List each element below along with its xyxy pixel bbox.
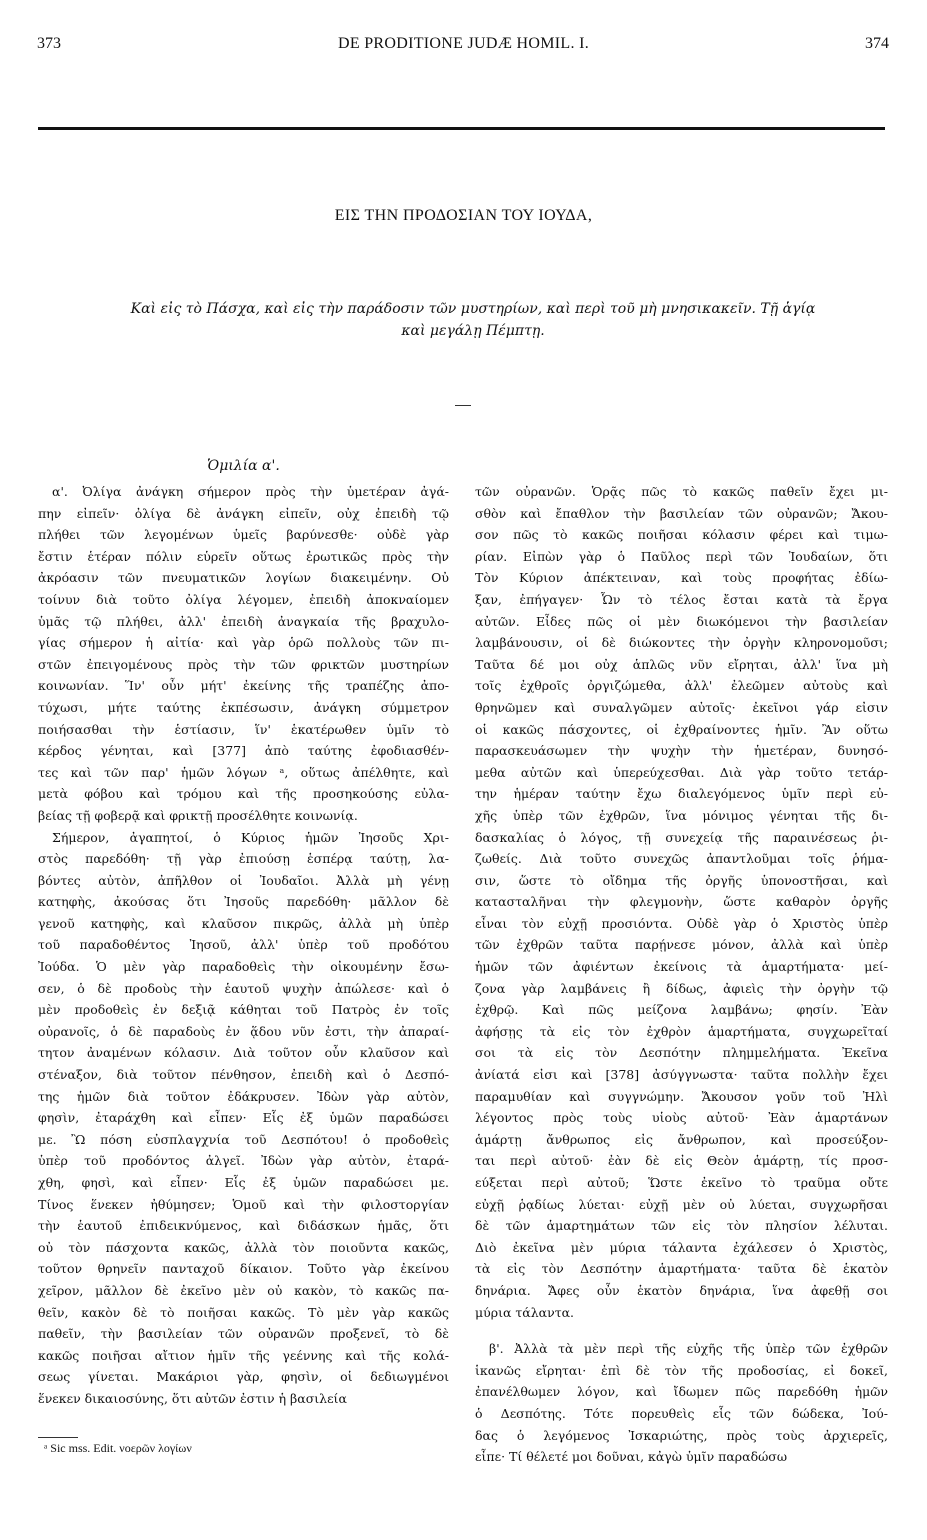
text-line: ἐπανέλθωμεν λόγον, καὶ ἴδωμεν πῶς παρεδόθη ἡμῶν (475, 1384, 888, 1400)
footnote: ᵃ Sic mss. Edit. νοερῶν λογίων (44, 1441, 192, 1455)
text-line: β'. Ἀλλὰ τὰ μὲν περὶ τῆς εὐχῆς τῆς ὑπὲρ τῶν ἐχθρῶν (489, 1341, 888, 1357)
text-line: Ἰούδα. Ὁ μὲν γὰρ παραδοθεὶς τὴν οἰκουμένην ἔσω- (38, 959, 449, 975)
text-line: ξαν, ἐπήγαγεν· Ὧν τὸ τέλος ἔσται κατὰ τὰ ἔργα (475, 591, 888, 607)
text-line: εύξεται περὶ αὐτοῦ; Ὥστε ἐκεῖνο τὸ τραῦμα οὔτε (475, 1175, 888, 1190)
text-line: εὐχῇ ῥᾳδίως λύεται· εὐχῇ μὲν οὐ λύεται, συγχωρῆσαι (475, 1196, 888, 1212)
text-line: εἶναι τὸν εὐχῇ προσιόντα. Οὐδὲ γὰρ ὁ Χριστὸς ὑπὲρ (475, 915, 888, 931)
text-line: ρίαν. Εἰπὼν γὰρ ὁ Παῦλος περὶ τῶν Ἰουδαίων, ὅτι (475, 548, 888, 564)
text-line: μεθα αὐτῶν καὶ ὑπερεύχεσθαι. Διὰ γὰρ τοῦτο τετάρ- (475, 764, 888, 780)
text-line: πην εἰπεῖν· ὀλίγα δὲ ἀνάγκη εἰπεῖν, οὐχ ἐπειδὴ τῷ (38, 505, 449, 521)
homily-number: Ὁμιλία α'. (207, 458, 280, 474)
text-line: οἱ κακῶς πάσχοντες, οἱ ἐχθραίνοντες ἡμῖν. Ἂν οὕτω (475, 721, 888, 737)
text-line: στέναξον, διὰ τοῦτον πένθησον, ἐπειδὴ καὶ ὁ Δεσπό- (38, 1067, 449, 1083)
text-line: παραμυθίαν καὶ συγγνώμην. Ἄκουσον γοῦν τοῦ Ἠλὶ (475, 1088, 888, 1104)
text-line: α'. Ὀλίγα ἀνάγκη σήμερον πρὸς τὴν ὑμετέραν ἀγά- (52, 484, 449, 499)
text-line: κοινωνίαν. Ἵν' οὖν μήτ' ἐκείνης τῆς τραπέζης ἀπο- (38, 678, 449, 694)
text-line: λέγοντος πρὸς τοὺς υἱοὺς αὐτοῦ· Ἐὰν ἁμαρτάνων (475, 1110, 888, 1126)
text-line: τοῦτον θρηνεῖν πανταχοῦ δίκαιον. Τοῦτο γὰρ ἐκείνου (38, 1261, 449, 1277)
text-line: τοῦ παραδοθέντος Ἰησοῦ, ἀλλ' ὑπὲρ τοῦ προδότου (38, 937, 449, 953)
text-line: τητον ἀναμένων κόλασιν. Διὰ τοῦτον οὖν κλαῦσον καὶ (38, 1045, 449, 1061)
text-line: οὐρανοῖς, ὁ δὲ παραδοὺς ἐν ᾅδου νῦν ἐστι, τὴν ἀπαραί- (38, 1023, 449, 1039)
text-line: χθη, φησὶ, καὶ εἶπεν· Εἷς ἐξ ὑμῶν παραδώσει με. (38, 1175, 449, 1190)
text-line: ὑπὲρ τοῦ προδόντος ἀλγεῖ. Ἰδὼν γὰρ αὐτὸν, ἐταρά- (38, 1153, 449, 1169)
text-line: παρασκευάσωμεν τὴν ψυχὴν τὴν ἡμετέραν, δυνησό- (475, 743, 888, 759)
text-line: εἶπε· Τί θέλετέ μοι δοῦναι, κἀγὼ ὑμῖν παραδώσω (475, 1449, 788, 1465)
text-line: σοι τὰ εἰς τὸν Δεσπότην πλημμελήματα. Ἐκεῖνα (475, 1045, 888, 1061)
text-line: Σήμερον, ἀγαπητοί, ὁ Κύριος ἡμῶν Ἰησοῦς Χρι- (52, 829, 449, 845)
text-line: δας ὁ λεγόμενος Ἰσκαριώτης, πρὸς τοὺς ἀρχιερεῖς, (475, 1427, 888, 1443)
text-line: ποιήσασθαι τὴν ἑστίασιν, ἵν' ἑκατέρωθεν ὑμῖν τὸ (38, 721, 449, 737)
text-line: τοίνυν διὰ τοῦτο ὀλίγα λέγομεν, ἐπειδὴ ἀποκναίομεν (38, 591, 449, 607)
right-text-column (475, 481, 888, 1468)
text-line: μύρια τάλαντα. (475, 1304, 575, 1320)
section-gap (475, 1323, 888, 1338)
text-line: λαμβάνουσιν, οἱ δὲ διώκοντες τὴν ὀργὴν κληρονομοῦσι; (475, 635, 888, 651)
text-line: Τίνος ἕνεκεν ἠθύμησεν; Ὁμοῦ καὶ τὴν φιλοστοργίαν (38, 1196, 449, 1212)
text-line: της ἡμῶν διὰ τοῦτον ἐδάκρυσεν. Ἰδὼν γὰρ αὐτὸν, (38, 1088, 449, 1104)
text-line: σθὸν καὶ ἔπαθλον τὴν βασιλείαν τῶν οὐρανῶν; Ἄκου- (475, 505, 888, 521)
text-line: οὐ τὸν πάσχοντα κακῶς, ἀλλὰ τὸν ποιοῦντα κακῶς, (38, 1239, 449, 1255)
left-text-column (38, 481, 449, 1410)
text-line: δασκαλίας ὁ λόγος, τῇ συνεχείᾳ τῆς παραινέσεως ῥι- (475, 829, 888, 845)
ornament-dash (455, 405, 471, 406)
page-number-right: 374 (865, 35, 889, 52)
text-line: Τὸν Κύριον ἀπέκτειναν, καὶ τοὺς προφήτας ἐδίω- (475, 570, 888, 586)
text-line: κατασταλῆναι τὴν φλεγμονὴν, ὥστε καθαρὸν ὀργῆς (475, 894, 888, 910)
text-line: στὸς παρεδόθη· τῇ γὰρ ἐπιούσῃ ἑσπέρᾳ ταύτῃ, λα- (38, 851, 449, 867)
text-line: τες καὶ τῶν παρ' ἡμῶν λόγων ᵃ, οὕτως ἀπέλθητε, καὶ (38, 764, 449, 780)
text-line: ἁμάρτῃ ἄνθρωπος εἰς ἄνθρωπον, καὶ προσεύξον- (475, 1131, 888, 1147)
text-line: ὑμᾶς τῷ πλήθει, ἀλλ' ἐπειδὴ ἀναγκαία τῆς βραχυλο- (38, 613, 449, 629)
text-line: μὲν προδοθεὶς ἐν δεξιᾷ κάθηται τοῦ Πατρὸς ἐν τοῖς (38, 1002, 449, 1018)
text-line: με. Ὢ πόση εὐσπλαγχνία τοῦ Δεσπότου! ὁ προδοθεὶς (38, 1131, 449, 1147)
text-line: τύχωσι, μήτε ταύτης ἐκπέσωσιν, ἀνάγκη σύμμετρον (38, 699, 449, 715)
text-line: πλήθει τῶν λεγομένων ὑμεῖς βαρύνεσθε· οὐδὲ γὰρ (38, 527, 449, 543)
text-line: τῶν ἐχθρῶν ταῦτα παρῄνεσε μόνον, ἀλλὰ καὶ ὑπὲρ (475, 937, 888, 953)
page-number-left: 373 (37, 35, 61, 52)
text-line: ἡμῶν τῶν ἀφιέντων ἐκείνοις τὰ ἁμαρτήματα· μεί- (475, 959, 888, 975)
text-line: βόντες αὐτὸν, ἀπῆλθον οἱ Ἰουδαῖοι. Ἀλλὰ μὴ γένῃ (38, 872, 449, 888)
text-line: ται περὶ αὐτοῦ· ἐὰν δὲ εἰς Θεὸν ἁμάρτῃ, τίς προσ- (475, 1153, 888, 1169)
text-line: χῆς ὑπὲρ τῶν ἐχθρῶν, ἵνα μόνιμος γένηται τῆς δι- (475, 807, 888, 823)
text-line: στῶν ἐπειγομένους πρὸς τὴν τῶν φρικτῶν μυστηρίων (38, 656, 449, 672)
text-line: κατηφὴς, ἀκούσας ὅτι Ἰησοῦς παρεδόθη· μᾶλλον δὲ (38, 894, 449, 910)
text-line: τὰ εἰς τὸν Δεσπότην ἁμαρτήματα· ταῦτα δὲ ἑκατὸν (475, 1261, 888, 1277)
text-line: φησὶν, ἐταράχθη καὶ εἶπεν· Εἷς ἐξ ὑμῶν παραδώσει (38, 1110, 449, 1126)
text-line: δὲ τῶν ἁμαρτημάτων τῶν εἰς τὸν πλησίον λέλυται. (475, 1218, 888, 1234)
text-line: σεν, ὁ δὲ προδοὺς τὴν ἑαυτοῦ ψυχὴν ἀπώλεσε· καὶ ὁ (38, 980, 449, 996)
text-line: κέρδος γένηται, καὶ [377] ἀπὸ ταύτης ἐφοδιασθέν- (38, 743, 449, 759)
text-line: ἀφήσῃς τὰ εἰς τὸν ἐχθρὸν ἁμαρτήματα, συγχωρεῖταί (475, 1023, 888, 1039)
text-line: τὴν ἑαυτοῦ ἐπιδεικνύμενος, καὶ διδάσκων ἡμᾶς, ὅτι (38, 1218, 449, 1234)
text-line: δηνάρια. Ἄφες οὖν ἑκατὸν δηνάρια, ἵνα ἀφεθῇ σοι (475, 1282, 888, 1298)
text-line: ὁ Δεσπότης. Τότε πορευθεὶς εἷς τῶν δώδεκα, Ἰού- (475, 1405, 888, 1421)
text-line: βείας τῇ φοβερᾷ καὶ φρικτῇ προσέλθητε κοινωνίᾳ. (38, 807, 358, 823)
footnote-rule (38, 1437, 78, 1438)
text-line: τῶν οὐρανῶν. Ὁρᾷς πῶς τὸ κακῶς παθεῖν ἔχει μι- (475, 484, 888, 499)
text-line: ἐχθρῷ. Καὶ πῶς μείζονα λαμβάνω; φησίν. Ἐὰν (475, 1002, 888, 1018)
text-line: ζωθείς. Διὰ τοῦτο συνεχῶς ἀπαντλοῦμαι τοῖς ῥήμα- (475, 851, 888, 867)
text-line: σιν, ὥστε τὸ οἴδημα τῆς ὀργῆς ὑπονοστῆσαι, καὶ (475, 872, 888, 888)
subtitle-line-2: καὶ μεγάλῃ Πέμπτῃ. (401, 323, 545, 339)
subtitle-line-1: Καὶ εἰς τὸ Πάσχα, καὶ εἰς τὴν παράδοσιν τῶν μυστηρίων, καὶ περὶ τοῦ μὴ μνησικακεῖν. Τῇ ἁγίᾳ (130, 301, 816, 317)
text-line: τοῖς ἐχθροῖς ὀργιζώμεθα, ἀλλ' ἐλεῶμεν αὐτοὺς καὶ (475, 678, 888, 694)
text-line: μετὰ φόβου καὶ τρόμου καὶ τῆς προσηκούσης εὐλα- (38, 786, 449, 802)
running-title: DE PRODITIONE JUDÆ HOMIL. I. (337, 35, 590, 52)
running-header (0, 35, 927, 57)
text-line: κακῶς ποιῆσαι αἴτιον ἡμῖν τῆς γεέννης καὶ τῆς κολά- (38, 1347, 449, 1363)
text-line: σεως γίνεται. Μακάριοι γὰρ, φησὶν, οἱ δεδιωγμένοι (38, 1369, 449, 1385)
text-line: ζονα γὰρ λαμβάνεις ἢ δίδως, ἀφιεὶς τὴν ὀργὴν τῷ (475, 980, 888, 996)
text-line: αὐτῶν. Εἶδες πῶς οἱ μὲν διωκόμενοι τὴν βασιλείαν (475, 613, 888, 629)
text-line: την ἡμέραν ταύτην ἔχω διαλεγόμενος ὑμῖν περὶ εὐ- (475, 786, 888, 802)
text-line: παθεῖν, τὴν βασιλείαν τῶν οὐρανῶν προξενεῖ, τὸ δὲ (38, 1326, 449, 1342)
text-line: Ταῦτα δέ μοι οὐχ ἁπλῶς νῦν εἴρηται, ἀλλ' ἵνα μὴ (475, 656, 888, 672)
text-line: ἀκρόασιν τῶν πνευματικῶν λογίων διακειμένην. Οὐ (38, 570, 449, 586)
text-line: ἱκανῶς εἴρηται· ἐπὶ δὲ τὸν τῆς προδοσίας, εἰ δοκεῖ, (475, 1362, 888, 1378)
text-line: θρηνῶμεν καὶ συναλγῶμεν αὐτοῖς· ἐκεῖνοι γάρ εἰσιν (475, 699, 888, 715)
text-line: Διὸ ἐκεῖνα μὲν μύρια τάλαντα ἐχάλεσεν ὁ Χριστὸς, (475, 1239, 888, 1255)
text-line: ἀνίατά εἰσι καὶ [378] ἀσύγγνωστα· ταῦτα πολλὴν ἔχει (475, 1067, 888, 1083)
text-line: ἔστιν ἑτέραν πόλιν εὑρεῖν οὕτως ἐρωτικῶς πρὸς τὴν (38, 548, 449, 564)
homily-subtitle (58, 298, 888, 342)
header-rule (38, 127, 885, 130)
text-line: θεῖν, κακὸν δὲ τὸ ποιῆσαι κακῶς. Τὸ μὲν γὰρ κακῶς (38, 1304, 449, 1320)
text-line: σον πῶς τὸ κακῶς ποιῆσαι κόλασιν φέρει καὶ τιμω- (475, 527, 888, 543)
text-line: γενοῦ κατηφὴς, καὶ κλαῦσον πικρῶς, ἀλλὰ μὴ ὑπὲρ (38, 915, 449, 931)
text-line: ἕνεκεν δικαιοσύνης, ὅτι αὐτῶν ἐστιν ἡ βασιλεία (38, 1390, 347, 1406)
text-line: γίας σήμερον ἡ αἰτία· καὶ γὰρ ὁρῶ πολλοὺς τῶν πι- (38, 635, 449, 651)
homily-heading: ΕΙΣ ΤΗΝ ΠΡΟΔΟΣΙΑΝ ΤΟΥ ΙΟΥΔΑ, (334, 207, 593, 224)
text-line: χεῖρον, μᾶλλον δὲ ἐκεῖνο μὲν οὐ κακὸν, τὸ κακῶς πα- (38, 1282, 449, 1298)
